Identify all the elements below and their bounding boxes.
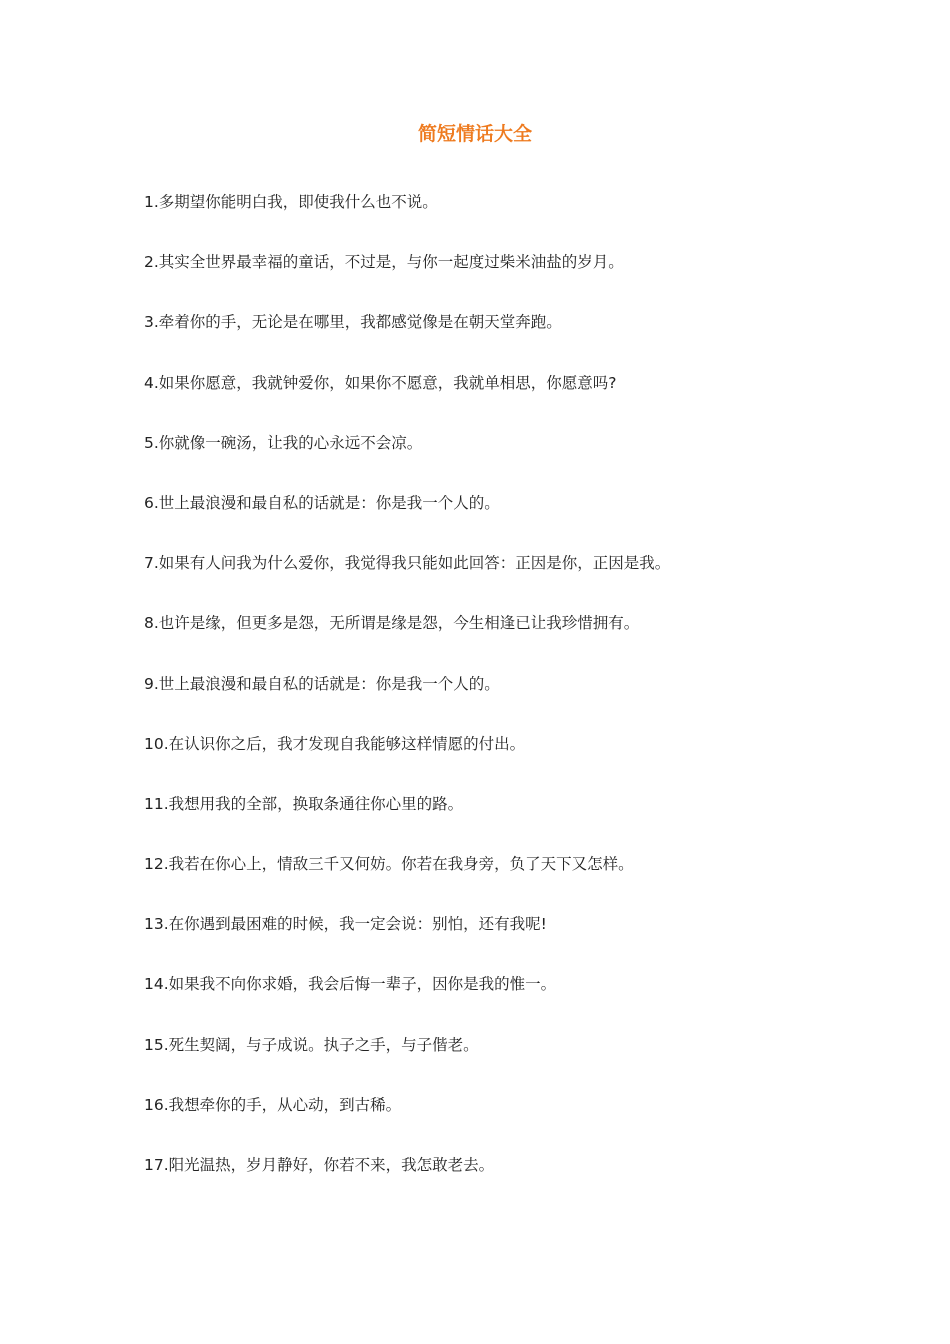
quote-line-13: 13.在你遇到最困难的时候，我一定会说：别怕，还有我呢! (144, 915, 547, 934)
quote-line-2: 2.其实全世界最幸福的童话，不过是，与你一起度过柴米油盐的岁月。 (144, 253, 624, 272)
quote-line-8: 8.也许是缘，但更多是怨，无所谓是缘是怨，今生相逢已让我珍惜拥有。 (144, 614, 640, 633)
quote-line-7: 7.如果有人问我为什么爱你，我觉得我只能如此回答：正因是你，正因是我。 (144, 554, 671, 573)
quote-line-1: 1.多期望你能明白我，即使我什么也不说。 (144, 193, 438, 211)
quote-line-12: 12.我若在你心上，情敌三千又何妨。你若在我身旁，负了天下又怎样。 (144, 855, 634, 874)
quote-line-5: 5.你就像一碗汤，让我的心永远不会凉。 (144, 433, 423, 452)
quote-line-17: 17.阳光温热，岁月静好，你若不来，我怎敢老去。 (144, 1156, 495, 1174)
quote-line-14: 14.如果我不向你求婚，我会后悔一辈子，因你是我的惟一。 (144, 975, 557, 994)
document-title: 简短情话大全 (417, 123, 532, 145)
quote-line-10: 10.在认识你之后，我才发现自我能够这样情愿的付出。 (144, 734, 526, 753)
quote-line-4: 4.如果你愿意，我就钟爱你，如果你不愿意，我就单相思，你愿意吗? (144, 373, 617, 392)
quote-line-3: 3.牵着你的手，无论是在哪里，我都感觉像是在朝天堂奔跑。 (144, 313, 562, 332)
quote-line-16: 16.我想牵你的手，从心动，到古稀。 (144, 1095, 402, 1114)
quote-line-11: 11.我想用我的全部，换取条通往你心里的路。 (144, 794, 464, 813)
quote-line-15: 15.死生契阔，与子成说。执子之手，与子偕老。 (144, 1035, 479, 1054)
quote-line-9: 9.世上最浪漫和最自私的话就是：你是我一个人的。 (144, 674, 500, 693)
quote-line-6: 6.世上最浪漫和最自私的话就是：你是我一个人的。 (144, 493, 500, 512)
love-quote-list (144, 190, 670, 1213)
